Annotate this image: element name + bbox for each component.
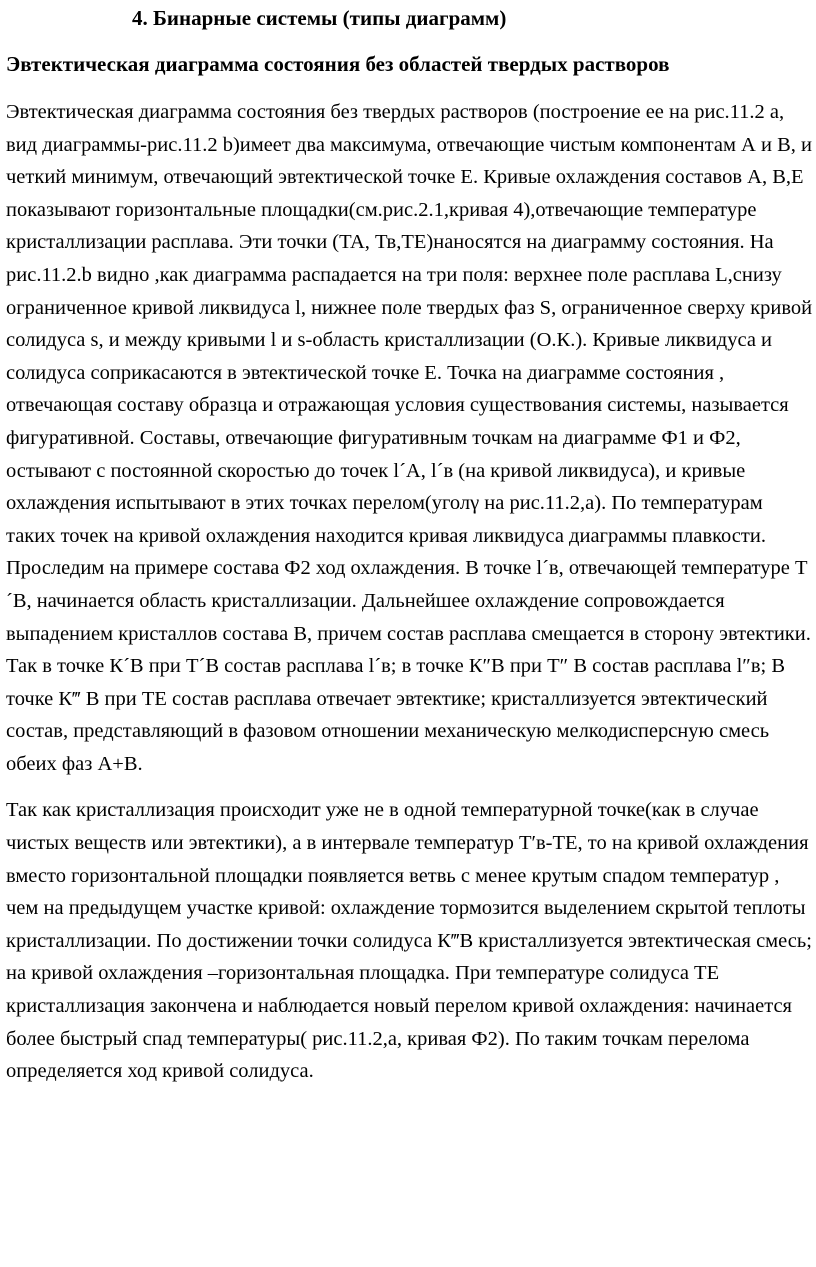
paragraph: Так как кристаллизация происходит уже не в одной температурной точке(как в случае чистых веществ или эвтектики), а в интервале температур Т′в-TE, то на кривой охлаждения вместо горизонтальной площадки появляется ветвь с менее крутым спадом температур , чем на предыдущем участке кривой: охлаждение тормозится выделением скрытой теплоты кристаллизации. По достижении точки солидуса К‴B кристаллизуется эвтектическая смесь; на кривой охлаждения –горизонтальная площадка. При температуре солидуса TE кристаллизация закончена и наблюдается новый перелом кривой охлаждения: начинается более быстрый спад температуры( рис.11.2,а, кривая Ф2). По таким точкам перелома определяется ход кривой солидуса. (6, 799, 812, 1083)
section-title: 4. Бинарные системы (типы диаграмм) (132, 6, 507, 30)
paragraph: Эвтектическая диаграмма состояния без твердых растворов (построение ее на рис.11.2 а, вид диаграммы-рис.11.2 b)имеет два максимума, отвечающие чистым компонентам А и В, и четкий минимум, отвечающий эвтектической точке Е. Кривые охлаждения составов А, В,Е показывают горизонтальные площадки(см.рис.2.1,кривая 4),отвечающие температуре кристаллизации расплава. Эти точки (TA, Тв,TE)наносятся на диаграмму состояния. На рис.11.2.b видно ,как диаграмма распадается на три поля: верхнее поле расплава L,снизу ограниченное кривой ликвидуса l, нижнее поле твердых фаз S, ограниченное сверху кривой солидуса s, и между кривыми l и s-область кристаллизации (О.К.). Кривые ликвидуса и солидуса соприкасаются в эвтектической точке Е. Точка на диаграмме состояния , отвечающая составу образца и отражающая условия существования системы, называется фигуративной. Составы, отвечающие фигуративным точкам на диаграмме Ф1 и Ф2, остывают с постоянной скоростью до точек l´A, l´в (на кривой ликвидуса), и кривые охлаждения испытывают в этих точках перелом(уголγ на рис.11.2,а). По температурам таких точек на кривой охлаждения находится кривая ликвидуса диаграммы плавкости. Проследим на примере состава Ф2 ход охлаждения. В точке l´в, отвечающей температуре T´B, начинается область кристаллизации. Дальнейшее охлаждение сопровождается выпадением кристаллов состава В, причем состав расплава смещается в сторону эвтектики. Так в точке К´B при Т´B состав расплава l´в; в точке К″B при Т″ B состав расплава l″в; В точке К‴ B при TE состав расплава отвечает эвтектике; кристаллизуется эвтектический состав, представляющий в фазовом отношении механическую мелкодисперсную смесь обеих фаз А+В. (6, 101, 813, 775)
subsection-title: Эвтектическая диаграмма состояния без областей твердых растворов (6, 52, 670, 76)
